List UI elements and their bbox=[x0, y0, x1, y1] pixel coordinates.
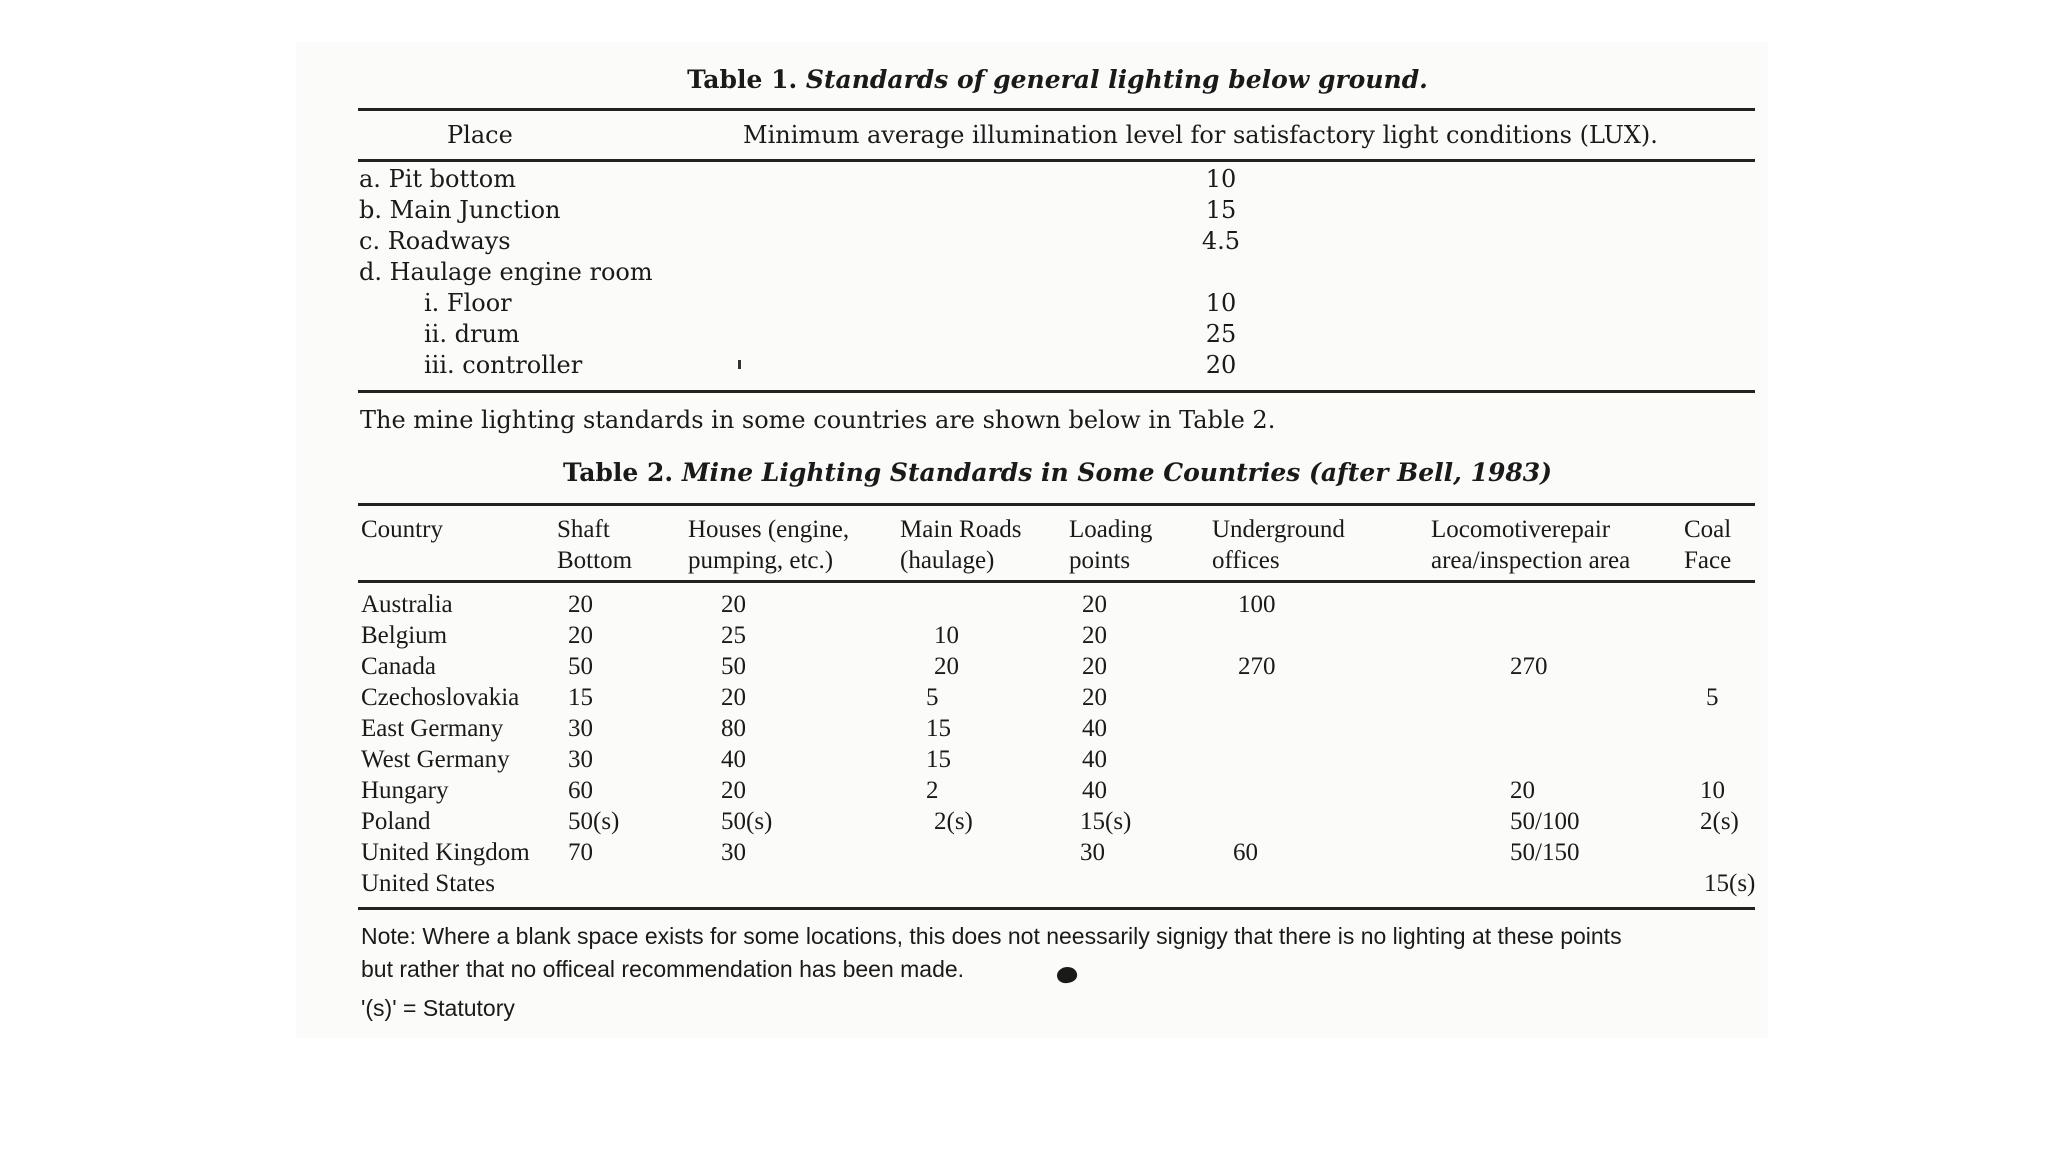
table1-value-cell: 10 bbox=[1205, 289, 1237, 317]
table2-bottom-rule bbox=[358, 907, 1755, 910]
table2-value-cell: 25 bbox=[721, 622, 746, 649]
table2-value-cell: 50/150 bbox=[1510, 839, 1580, 866]
table2-value-cell: 20 bbox=[721, 777, 746, 804]
table2-header-rule bbox=[358, 580, 1755, 583]
table2-top-rule bbox=[358, 503, 1755, 506]
table2-value-cell: 40 bbox=[1082, 715, 1107, 742]
table2-value-cell: 50/100 bbox=[1510, 808, 1580, 835]
table2-country-cell: United States bbox=[361, 870, 496, 897]
table2-header-cell: offices bbox=[1212, 547, 1280, 574]
table1-value-cell: 15 bbox=[1205, 196, 1237, 224]
table2-header-cell: Loading bbox=[1069, 516, 1153, 543]
table2-header-cell: Face bbox=[1684, 547, 1732, 574]
table2-country-cell: United Kingdom bbox=[361, 839, 530, 866]
table1-title-text: Standards of general lighting below ground. bbox=[805, 65, 1428, 94]
table1-value-cell: 4.5 bbox=[1201, 227, 1241, 255]
table2-value-cell: 30 bbox=[568, 746, 593, 773]
table1-place-cell: i. Floor bbox=[424, 289, 512, 317]
table2-country-cell: Belgium bbox=[361, 622, 448, 649]
table2-value-cell: 270 bbox=[1238, 653, 1276, 680]
table2-header-cell: (haulage) bbox=[900, 547, 995, 574]
table2-header-cell: area/inspection area bbox=[1431, 547, 1631, 574]
table2-value-cell: 20 bbox=[568, 591, 593, 618]
table2-value-cell: 30 bbox=[721, 839, 746, 866]
table1-place-cell: b. Main Junction bbox=[359, 196, 561, 224]
table2-header-cell: pumping, etc.) bbox=[688, 547, 834, 574]
table1-place-cell: a. Pit bottom bbox=[359, 165, 516, 193]
table1-value-cell: 20 bbox=[1205, 351, 1237, 379]
table2-country-cell: Hungary bbox=[361, 777, 449, 804]
table2-header-cell: Coal bbox=[1684, 516, 1732, 543]
table2-country-cell: Poland bbox=[361, 808, 431, 835]
table1-place-cell: iii. controller bbox=[424, 351, 583, 379]
table2-value-cell: 20 bbox=[1510, 777, 1535, 804]
table2-value-cell: 80 bbox=[721, 715, 746, 742]
table2-value-cell: 270 bbox=[1510, 653, 1548, 680]
table2-country-cell: Czechoslovakia bbox=[361, 684, 520, 711]
table2-value-cell: 20 bbox=[568, 622, 593, 649]
table2-value-cell: 40 bbox=[1082, 746, 1107, 773]
table1-top-rule bbox=[358, 108, 1755, 111]
table2-value-cell: 50(s) bbox=[568, 808, 620, 835]
table2-title-text: Mine Lighting Standards in Some Countries (after Bell, 1983) bbox=[681, 458, 1552, 487]
table2-value-cell: 20 bbox=[1082, 591, 1107, 618]
table2-header-cell: Shaft bbox=[557, 516, 610, 543]
table1-title bbox=[360, 65, 1755, 95]
table1-place-cell: ii. drum bbox=[424, 320, 520, 348]
table2-value-cell: 40 bbox=[721, 746, 746, 773]
table2-value-cell: 20 bbox=[1082, 622, 1107, 649]
note-line-2: but rather that no officeal recommendation has been made. bbox=[361, 956, 965, 982]
intro-paragraph: The mine lighting standards in some countries are shown below in Table 2. bbox=[360, 406, 1276, 434]
table2-value-cell: 10 bbox=[1700, 777, 1725, 804]
table2-value-cell: 70 bbox=[568, 839, 593, 866]
table2-value-cell: 20 bbox=[1082, 653, 1107, 680]
table2-value-cell: 60 bbox=[1233, 839, 1258, 866]
table2-value-cell: 60 bbox=[568, 777, 593, 804]
table2-value-cell: 50(s) bbox=[721, 808, 773, 835]
statutory-legend: '(s)' = Statutory bbox=[361, 995, 515, 1021]
table2-country-cell: East Germany bbox=[361, 715, 504, 742]
table1-header-rule bbox=[358, 159, 1755, 162]
note-line-1: Note: Where a blank space exists for some locations, this does not neessarily signigy that there is no lighting at these points bbox=[361, 923, 1622, 949]
table1-place-cell: d. Haulage engine room bbox=[359, 258, 653, 286]
table2-value-cell: 2(s) bbox=[934, 808, 973, 835]
table2-value-cell: 15 bbox=[926, 746, 951, 773]
table1-value-cell: 25 bbox=[1205, 320, 1237, 348]
table2-header-cell: points bbox=[1069, 547, 1131, 574]
table2-header-cell: Houses (engine, bbox=[688, 516, 850, 543]
scan-speck bbox=[738, 360, 741, 369]
table2-country-cell: Australia bbox=[361, 591, 453, 618]
table2-value-cell: 15 bbox=[926, 715, 951, 742]
table2-title bbox=[360, 458, 1755, 488]
table2-value-cell: 20 bbox=[721, 684, 746, 711]
table2-value-cell: 50 bbox=[568, 653, 593, 680]
table2-country-cell: West Germany bbox=[361, 746, 510, 773]
table1-header-place: Place bbox=[447, 121, 513, 149]
table1-place-cell: c. Roadways bbox=[359, 227, 511, 255]
table2-value-cell: 30 bbox=[568, 715, 593, 742]
table2-value-cell: 2(s) bbox=[1700, 808, 1739, 835]
table2-value-cell: 15(s) bbox=[1080, 808, 1132, 835]
table2-header-cell: Locomotiverepair bbox=[1431, 516, 1611, 543]
table2-value-cell: 20 bbox=[934, 653, 959, 680]
table2-header-cell: Country bbox=[361, 516, 443, 543]
table2-country-cell: Canada bbox=[361, 653, 436, 680]
table2-header-cell: Main Roads bbox=[900, 516, 1022, 543]
table2-value-cell: 40 bbox=[1082, 777, 1107, 804]
table2-value-cell: 15(s) bbox=[1704, 870, 1756, 897]
table2-header-cell: Underground bbox=[1212, 516, 1345, 543]
table2-title-prefix: Table 2. bbox=[563, 458, 674, 487]
table1-bottom-rule bbox=[358, 390, 1755, 393]
table2-value-cell: 5 bbox=[926, 684, 939, 711]
table2-value-cell: 10 bbox=[934, 622, 959, 649]
table2-value-cell: 30 bbox=[1080, 839, 1105, 866]
table1-value-cell: 10 bbox=[1205, 165, 1237, 193]
table2-value-cell: 15 bbox=[568, 684, 593, 711]
table2-value-cell: 20 bbox=[721, 591, 746, 618]
table2-header-cell: Bottom bbox=[557, 547, 633, 574]
table2-value-cell: 100 bbox=[1238, 591, 1276, 618]
table2-value-cell: 5 bbox=[1706, 684, 1719, 711]
table2-value-cell: 50 bbox=[721, 653, 746, 680]
table2-value-cell: 20 bbox=[1082, 684, 1107, 711]
table1-title-prefix: Table 1. bbox=[687, 65, 798, 94]
table1-header-level: Minimum average illumination level for satisfactory light conditions (LUX). bbox=[743, 121, 1658, 149]
table2-value-cell: 2 bbox=[926, 777, 939, 804]
